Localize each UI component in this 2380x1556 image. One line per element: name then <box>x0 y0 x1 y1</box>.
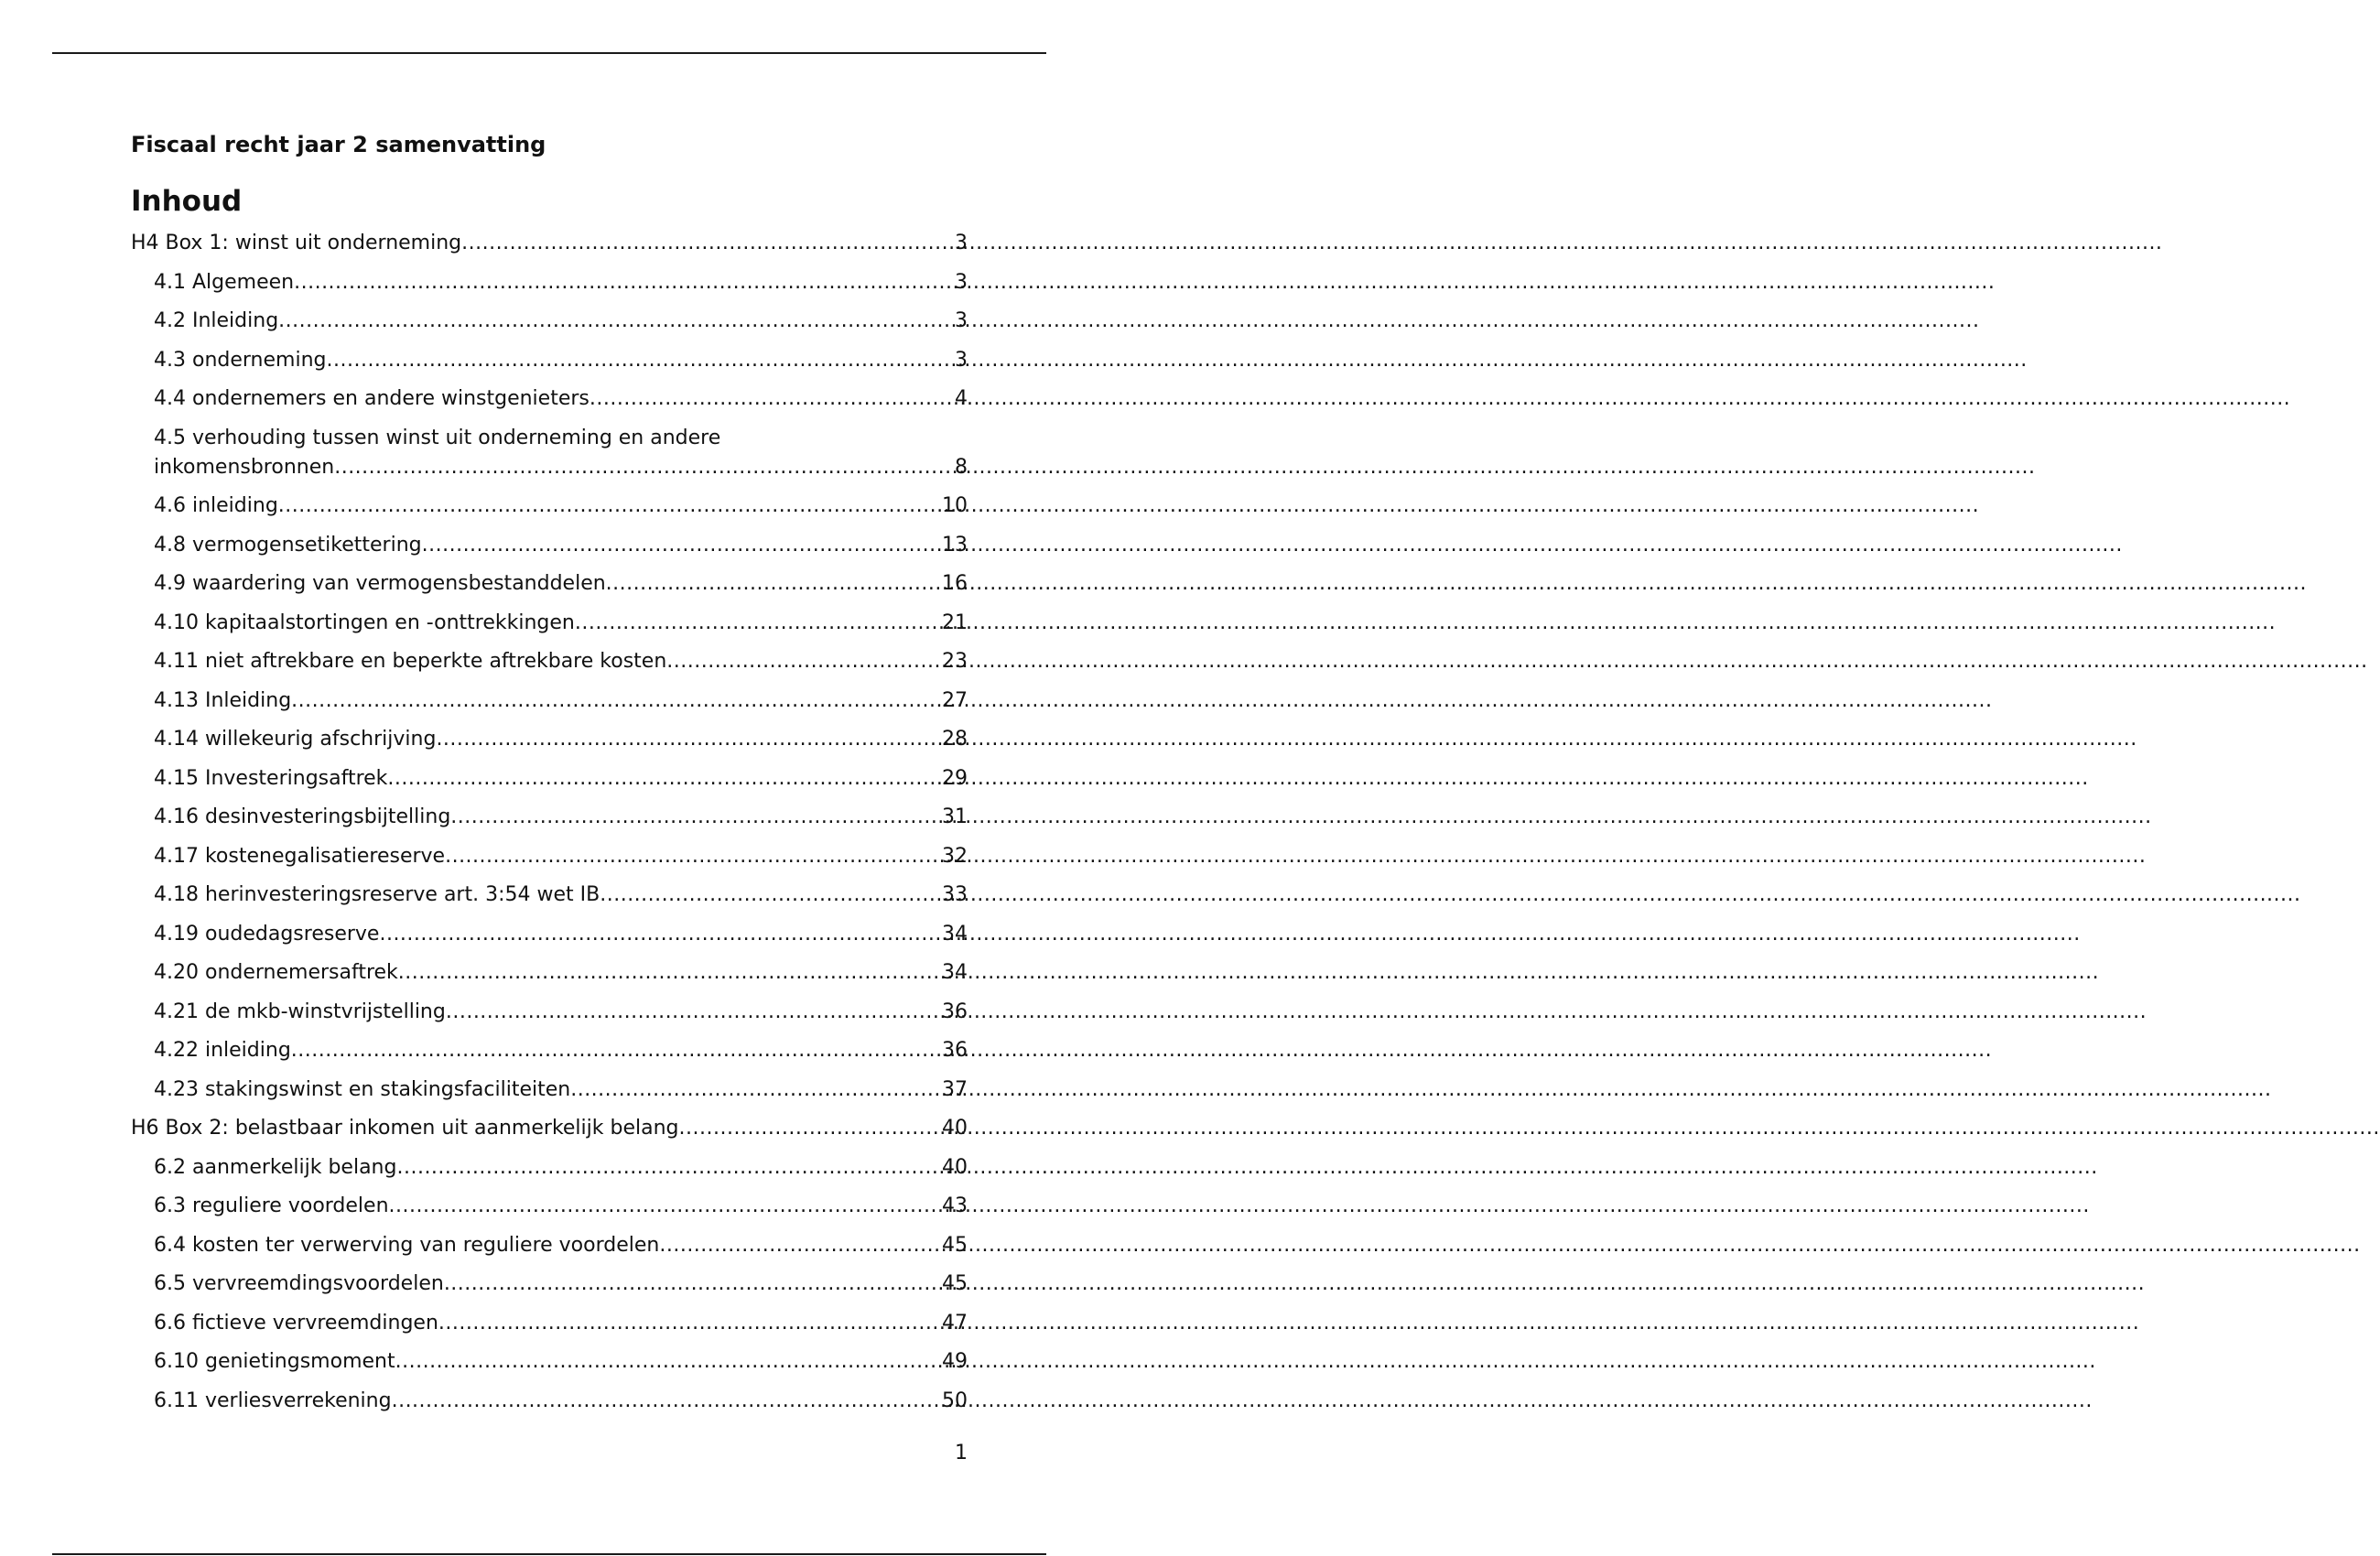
toc-entry-page: 4 <box>955 387 968 410</box>
toc-dot-leader <box>334 453 955 482</box>
page-top-rule <box>52 52 1046 54</box>
toc-entry-title: 4.23 stakingswinst en stakingsfaciliteiten <box>154 1077 571 1101</box>
toc-entry[interactable] <box>131 229 968 258</box>
toc-entry-title-line2: inkomensbronnen <box>154 455 335 479</box>
toc-entry-title: 4.4 ondernemers en andere winstgenieters <box>154 387 590 410</box>
toc-entry[interactable] <box>131 803 968 832</box>
toc-entry-page: 34 <box>942 961 968 984</box>
toc-entry-title: 4.21 de mkb-winstvrijstelling <box>154 1000 446 1023</box>
toc-entry-title: 4.1 Algemeen <box>154 270 295 294</box>
toc-entry-title: 4.11 niet aftrekbare en beperkte aftrekbare kosten <box>154 650 667 673</box>
toc-dot-leader <box>395 1347 942 1377</box>
toc-entry[interactable] <box>131 1192 968 1221</box>
toc-entry-title: 6.6 fictieve vervreemdingen <box>154 1311 438 1334</box>
toc-entry[interactable] <box>131 1270 968 1299</box>
toc-entry-page: 27 <box>942 688 968 712</box>
toc-dot-leader <box>389 1192 942 1221</box>
toc-entry-page: 45 <box>942 1233 968 1257</box>
toc-entry-page: 32 <box>942 844 968 868</box>
toc-entry[interactable] <box>131 881 968 910</box>
toc-dot-leader <box>291 686 942 716</box>
toc-entry-title: 6.5 vervreemdingsvoordelen <box>154 1272 444 1295</box>
toc-entry[interactable] <box>131 1114 968 1143</box>
toc-entry-title: 4.19 oudedagsreserve <box>154 922 380 945</box>
toc-entry-page: 50 <box>942 1389 968 1412</box>
toc-entry-page: 34 <box>942 922 968 945</box>
toc-dot-leader <box>600 881 942 910</box>
toc-dot-leader <box>398 958 942 988</box>
toc-entry-title: 4.16 desinvesteringsbijtelling <box>154 805 451 828</box>
toc-entry[interactable] <box>131 569 968 599</box>
toc-dot-leader <box>436 725 942 754</box>
toc-entry-title: 4.6 inleiding <box>154 494 278 517</box>
toc-dot-leader <box>278 307 955 336</box>
toc-entry-page: 23 <box>942 650 968 673</box>
toc-entry[interactable] <box>131 1231 968 1260</box>
toc-entry-page: 49 <box>942 1350 968 1373</box>
toc-entry[interactable] <box>131 268 968 297</box>
toc-entry-title: 4.22 inleiding <box>154 1039 291 1062</box>
toc-entry[interactable] <box>131 531 968 560</box>
toc-entry-page: 13 <box>942 533 968 556</box>
toc-entry-title: 4.20 ondernemersaftrek <box>154 961 398 984</box>
toc-entry-title: 4.3 onderneming <box>154 348 327 372</box>
toc-entry[interactable] <box>131 346 968 375</box>
toc-entry-title: 4.9 waardering van vermogensbestanddelen <box>154 572 606 595</box>
page-bottom-rule <box>52 1553 1046 1555</box>
toc-dot-leader <box>570 1075 942 1105</box>
toc-entry-title: H6 Box 2: belastbaar inkomen uit aanmerkelijk belang <box>131 1117 679 1140</box>
table-of-contents <box>131 229 968 1425</box>
toc-dot-leader <box>379 920 942 949</box>
toc-entry[interactable] <box>131 842 968 871</box>
toc-dot-leader <box>666 647 942 676</box>
toc-dot-leader <box>294 268 955 297</box>
toc-entry-page: 10 <box>942 494 968 517</box>
toc-dot-leader <box>392 1387 942 1416</box>
toc-dot-leader <box>446 998 942 1027</box>
toc-entry[interactable] <box>131 764 968 794</box>
document-title: Fiscaal recht jaar 2 samenvatting <box>131 132 546 157</box>
toc-entry-page: 3 <box>955 232 968 254</box>
toc-entry[interactable] <box>131 1347 968 1377</box>
toc-entry[interactable] <box>131 1387 968 1416</box>
toc-entry-title: 4.14 willekeurig afschrijving <box>154 728 437 751</box>
toc-entry-page: 36 <box>942 1039 968 1062</box>
toc-dot-leader <box>444 1270 942 1299</box>
toc-entry-page: 3 <box>955 348 968 372</box>
toc-entry[interactable] <box>131 647 968 676</box>
toc-entry-page: 40 <box>942 1155 968 1179</box>
toc-entry-title: 4.17 kostenegalisatiereserve <box>154 844 446 868</box>
toc-entry-title: 4.18 herinvesteringsreserve art. 3:54 wet IB <box>154 883 600 906</box>
toc-entry[interactable] <box>131 492 968 521</box>
toc-dot-leader <box>606 569 942 599</box>
toc-dot-leader <box>575 609 942 638</box>
toc-entry-page: 3 <box>955 270 968 294</box>
toc-entry-page: 3 <box>955 309 968 332</box>
toc-entry[interactable] <box>131 920 968 949</box>
toc-entry-title: 4.2 Inleiding <box>154 309 279 332</box>
toc-dot-leader <box>438 1309 942 1338</box>
toc-dot-leader <box>445 842 942 871</box>
toc-entry[interactable] <box>131 725 968 754</box>
toc-entry-page: 16 <box>942 572 968 595</box>
toc-entry-page: 28 <box>942 728 968 751</box>
toc-entry-title: H4 Box 1: winst uit onderneming <box>131 232 462 254</box>
toc-dot-leader <box>278 492 942 521</box>
toc-entry[interactable] <box>131 1309 968 1338</box>
toc-dot-leader <box>422 531 942 560</box>
toc-entry-title: 4.10 kapitaalstortingen en -onttrekkingen <box>154 611 575 634</box>
toc-entry-title: 6.4 kosten ter verwerving van reguliere voordelen <box>154 1233 660 1257</box>
toc-entry[interactable] <box>131 998 968 1027</box>
toc-dot-leader <box>450 803 942 832</box>
toc-entry[interactable] <box>131 424 968 482</box>
toc-entry-title: 4.15 Investeringsaftrek <box>154 766 388 790</box>
toc-entry-page: 21 <box>942 611 968 634</box>
toc-entry[interactable] <box>131 686 968 716</box>
toc-entry[interactable] <box>131 958 968 988</box>
toc-entry-page: 8 <box>955 455 968 479</box>
toc-entry-title: 6.11 verliesverrekening <box>154 1389 392 1412</box>
toc-entry-page: 47 <box>942 1311 968 1334</box>
toc-entry[interactable] <box>131 384 968 414</box>
toc-dot-leader <box>387 764 942 794</box>
toc-heading: Inhoud <box>131 185 243 218</box>
toc-dot-leader <box>461 229 955 258</box>
toc-dot-leader <box>659 1231 942 1260</box>
page-number: 1 <box>955 1442 968 1464</box>
toc-entry-page: 36 <box>942 1000 968 1023</box>
toc-entry-page: 29 <box>942 766 968 790</box>
toc-entry[interactable] <box>131 307 968 336</box>
toc-entry-title: 4.13 Inleiding <box>154 688 292 712</box>
toc-entry-page: 31 <box>942 805 968 828</box>
toc-dot-leader <box>326 346 955 375</box>
toc-entry-title-line1: 4.5 verhouding tussen winst uit onderneming en andere <box>154 426 721 449</box>
toc-entry-page: 40 <box>942 1117 968 1140</box>
toc-entry-page: 43 <box>942 1194 968 1217</box>
toc-entry-title: 4.8 vermogensetikettering <box>154 533 422 556</box>
toc-entry-page: 45 <box>942 1272 968 1295</box>
toc-dot-leader <box>679 1114 942 1143</box>
toc-dot-leader <box>291 1036 942 1065</box>
toc-entry[interactable] <box>131 609 968 638</box>
toc-entry[interactable] <box>131 1075 968 1105</box>
toc-entry[interactable] <box>131 1153 968 1183</box>
toc-entry-title: 6.10 genietingsmoment <box>154 1350 395 1373</box>
toc-entry-title: 6.2 aanmerkelijk belang <box>154 1155 397 1179</box>
toc-entry-page: 37 <box>942 1077 968 1101</box>
toc-entry[interactable] <box>131 1036 968 1065</box>
toc-entry-page: 33 <box>942 883 968 906</box>
toc-dot-leader <box>396 1153 942 1183</box>
toc-entry-title: 6.3 reguliere voordelen <box>154 1194 389 1217</box>
toc-dot-leader <box>590 384 955 414</box>
